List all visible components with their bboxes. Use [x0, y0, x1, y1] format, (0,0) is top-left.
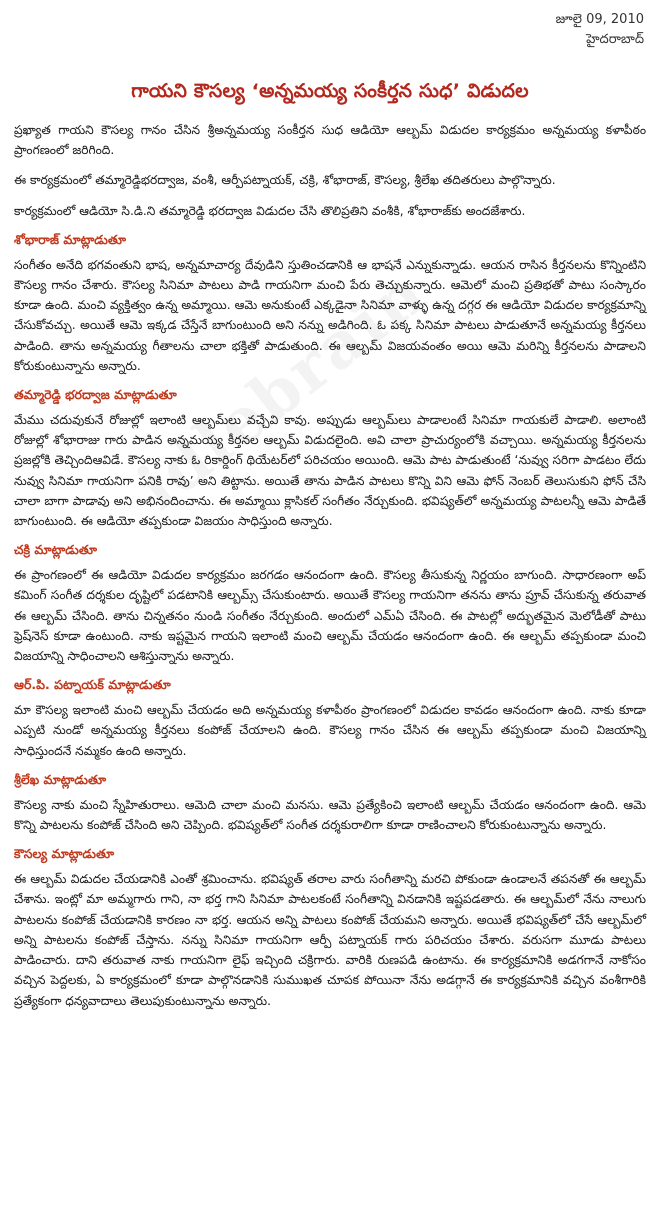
intro-paragraph-3: కార్యక్రమంలో ఆడియో సి.డి.ని తమ్మారెడ్డి భరద్వాజ విడుదల చేసి తొలిప్రతిని వంశీకి, శోభారాజ్‌కు అందజేశారు.	[14, 203, 526, 218]
section-sobharaj	[14, 231, 646, 376]
section-text: మేము చదువుకునే రోజుల్లో ఇలాంటి ఆల్బమ్‌లు వచ్చేవి కావు. అప్పుడు ఆల్బమ్‌లు పాడాలంటే సినిమా గాయకులే పాడాలి. అలాంటి రోజుల్లో శోభారాజు గారు పాడిన అన్నమయ్య కీర్తనల ఆల్బమ్ విడుదలైంది. అవి చాలా ప్రాచుర్యంలోకి వచ్చాయి. అన్నమయ్య కీర్తనలను ప్రజల్లోకి తెచ్చిందిఆవిడే. కౌసల్య నాకు ఓ రికార్డింగ్ థియేటర్‌లో పరిచయం అయింది. ఆమె పాట పాడుతుంటే ‘నువ్వు సరిగా పాడటం లేదు నువ్వు సినిమా గాయనిగా పనికి రావు’ అని తిట్టాను. అయితే తాను పాడిన పాటలు కొన్ని విని ఆమె ఫోన్ నెంబర్ తెలుసుకుని ఫోన్ చేసి చాలా బాగా పాడావు అని అభినందించాను. ఈ అమ్మాయి క్లాసికల్ సంగీతం నేర్చుకుంది. భవిష్యత్‌లో అన్నమయ్య పాటలన్నీ ఆమె పాడితే బాగుంటుంది. ఈ ఆడియో తప్పకుండా విజయం సాధిస్తుంది అన్నారు.	[14, 413, 646, 529]
section-heading: తమ్మారెడ్డి భరద్వాజ మాట్లాడుతూ	[14, 387, 177, 403]
section-chakri	[14, 541, 646, 666]
article-title: గాయని కౌసల్య ‘అన్నమయ్య సంకీర్తన సుధ’ విడుదల	[131, 80, 529, 102]
section-srilekha	[14, 771, 646, 835]
dateline	[556, 10, 644, 50]
intro-paragraph-2: ఈ కార్యక్రమంలో తమ్మారెడ్డిభరద్వాజ, వంశీ, ఆర్పీపట్నాయక్, చక్రి, శోభారాజ్, కౌసల్య, శ్రీలేఖ తదితరులు పాల్గొన్నారు.	[14, 173, 556, 188]
section-kousalya	[14, 845, 646, 1010]
section-rp-patnaik	[14, 676, 646, 761]
section-text: ఈ ఆల్బమ్ విడుదల చేయడానికి ఎంతో శ్రమించాను. భవిష్యత్ తరాల వారు సంగీతాన్ని మరచి పోకుండా ఉండాలనే తపనతో ఈ ఆల్బమ్ చేశాను. ఇంట్లో మా అమ్మగారు గాని, నా భర్త గాని సినిమా పాటలకంటే సంగీతాన్ని వినడానికి ఇష్టపడతారు. ఈ ఆల్బమ్‌లో నేను నాలుగు పాటలను కంపోజ్ చేయడానికి కారణం నా భర్త. ఆయన అన్ని పాటలు కంపోజ్ చేయమని అన్నారు. అయితే భవిష్యత్‌లో చేసే ఆల్బమ్‌లో అన్ని పాటలను కంపోజ్ చేస్తాను. నన్ను సినిమా గాయనిగా ఆర్పీ పట్నాయక్ గారు పరిచయం చేశారు. వరుసగా మూడు పాటలు పాడించారు. దాని తరువాత నాకు గాయనిగా లైఫ్ ఇచ్చింది చక్రిగారు. వారికి రుణపడి ఉంటాను. ఈ కార్యక్రమానికి అడగగానే నాకోసం వచ్చిన పెద్దలకు, ఏ కార్యక్రమంలో కూడా పాల్గొనడానికి సుముఖత చూపక పోయినా నేను అడగ్గానే ఈ కార్యక్రమానికి వచ్చిన వంశీగారికి ప్రత్యేకంగా ధన్యవాదాలు తెలుపుకుంటున్నాను అన్నారు.	[14, 872, 646, 1008]
intro-paragraph-1: ప్రఖ్యాత గాయని కౌసల్య గానం చేసిన శ్రీఅన్నమయ్య సంకీర్తన సుధ ఆడియో ఆల్బమ్ విడుదల కార్యక్రమం అన్నమయ్య కళాపీఠం ప్రాంగణంలో జరిగింది.	[14, 123, 646, 158]
section-heading: చక్రి మాట్లాడుతూ	[14, 542, 97, 558]
section-heading: కౌసల్య మాట్లాడుతూ	[14, 846, 115, 862]
section-heading: శ్రీలేఖ మాట్లాడుతూ	[14, 771, 107, 787]
article-body	[14, 120, 646, 1021]
section-text: సంగీతం అనేది భగవంతుని భాష, అన్నమాచార్య దేవుడిని స్తుతించడానికి ఆ భాషనే ఎన్నుకున్నాడు. ఆయన రాసిన కీర్తనలను కొన్నింటిని కౌసల్య గానం చేశారు. కౌసల్య సినిమా పాటలు పాడి గాయనిగా మంచి పేరు తెచ్చుకున్నారు. ఆమెలో మంచి ప్రతిభతో పాటు సంస్కారం కూడా ఉంది. మంచి వ్యక్తిత్వం ఉన్న అమ్మాయి. ఆమె అనుకుంటే ఎక్కడైనా సినిమా వాళ్ళు ఉన్న దగ్గర ఈ ఆడియో విడుదల కార్యక్రమాన్ని చేసుకోవచ్చు. అయితే ఆమె ఇక్కడ చేస్తేనే బాగుంటుంది అని నన్ను అడిగింది. ఓ పక్క సినిమా పాటలు పాడుతూనే అన్నమయ్య కీర్తనలు పాడింది. తాను అన్నమయ్య గీతాలను చాలా భక్తితో పాడుతుంది. ఈ ఆల్బమ్ విజయవంతం అయి ఆమె మరిన్ని కీర్తనలను పాడాలని కోరుకుంటున్నాను అన్నారు.	[14, 257, 646, 373]
section-text: కౌసల్య నాకు మంచి స్నేహితురాలు. ఆమెది చాలా మంచి మనసు. ఆమె ప్రత్యేకించి ఇలాంటి ఆల్బమ్ చేయడం ఆనందంగా ఉంది. ఆమె కొన్ని పాటలను కంపోజ్ చేసింది అని చెప్పింది. భవిష్యత్‌లో సంగీత దర్శకురాలిగా కూడా రాణించాలని కోరుకుంటున్నాను అన్నారు.	[14, 797, 646, 833]
section-text: ఈ ప్రాంగణంలో ఈ ఆడియో విడుదల కార్యక్రమం జరగడం ఆనందంగా ఉంది. కౌసల్య తీసుకున్న నిర్ణయం బాగుంది. సాధారణంగా అప్ కమింగ్ సంగీత దర్శకుల దృష్టిలో పడటానికి ఆల్బమ్స్ చేసుకుంటారు. అయితే కౌసల్య గాయనిగా తనను తాను ప్రూవ్ చేసుకున్న తరువాత ఈ ఆల్బమ్ చేసింది. తాను చిన్నతనం నుండి సంగీతం నేర్చుకుంది. అందులో ఎమ్‌ఏ చేసింది. ఈ పాటల్లో అద్భుతమైన మెలోడీతో పాటు ఫ్రెష్‌నెస్ కూడా ఉంటుంది. నాకు ఇష్టమైన గాయని ఇలాంటి మంచి ఆల్బమ్ చేయడం ఆనందంగా ఉంది. ఈ ఆల్బమ్ తప్పకుండా మంచి విజయాన్ని సాధించాలని ఆశిస్తున్నాను అన్నారు.	[14, 568, 646, 664]
article-place: హైదరాబాద్	[586, 32, 644, 47]
section-heading: ఆర్.పి. పట్నాయక్ మాట్లాడుతూ	[14, 677, 171, 693]
article-date: జూలై 09, 2010	[555, 12, 644, 27]
section-heading: శోభారాజ్ మాట్లాడుతూ	[14, 231, 126, 247]
section-tammareddy	[14, 386, 646, 531]
section-text: మా కౌసల్య ఇలాంటి మంచి ఆల్బమ్ చేయడం అది అన్నమయ్య కళాపీఠం ప్రాంగణంలో విడుదల కావడం ఆనందంగా ఉంది. నాకు కూడా ఎప్పటి నుండో అన్నమయ్య కీర్తనలు కంపోజ్ చేయాలని ఉంది. కౌసల్య గానం చేసిన ఈ ఆల్బమ్ తప్పకుండా మంచి విజయాన్ని సాధిస్తుందనే నమ్మకం ఉంది అన్నారు.	[14, 703, 646, 758]
